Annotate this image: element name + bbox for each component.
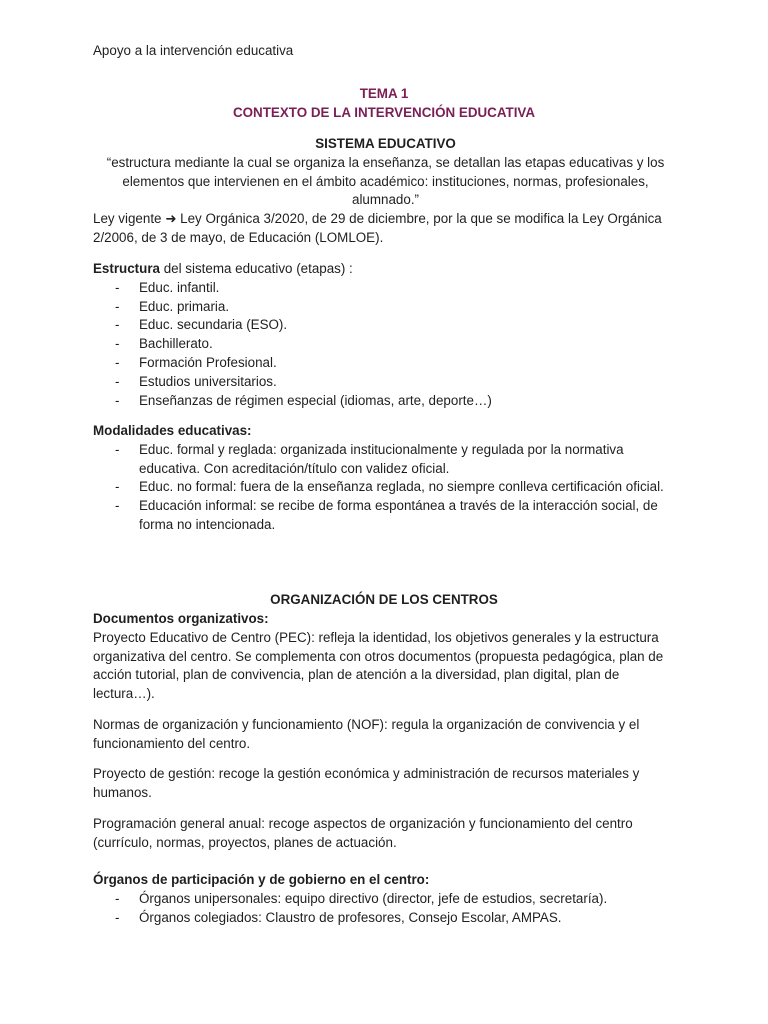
dash-marker: - [115,298,120,314]
dash-marker: - [115,441,120,457]
dash-marker: - [115,373,120,389]
pga-paragraph: Programación general anual: recoge aspectos de organización y funcionamiento del centro (currículo, normas, proyectos, planes de actuación. [93,816,633,850]
estructura-list [93,279,678,411]
documentos-heading: Documentos organizativos: [93,611,269,626]
dash-marker: - [115,890,120,906]
organos-heading: Órganos de participación y de gobierno en el centro: [93,872,430,887]
dash-marker: - [115,279,120,295]
dash-marker: - [115,479,120,495]
list-item-text: Educ. infantil. [139,279,220,295]
sistema-quote: “estructura mediante la cual se organiza la enseñanza, se detallan las etapas educativas y los elementos que intervienen en el ámbito académico: instituciones, normas, profesionales, alumnado.” [106,154,665,208]
dash-marker: - [115,498,120,514]
documentos-section [93,610,678,704]
modalidades-heading: Modalidades educativas: [93,423,252,438]
list-item [93,392,678,411]
ley-vigente: Ley vigente ➜ Ley Orgánica 3/2020, de 29 de diciembre, por la que se modifica la Ley Orgánica 2/2006, de 3 de mayo, de Educación (LOMLOE). [93,211,662,245]
list-item-text: Órganos colegiados: Claustro de profesores, Consejo Escolar, AMPAS. [139,909,562,925]
list-item [93,354,678,373]
list-item-text: Educ. secundaria (ESO). [139,317,288,333]
dash-marker: - [115,317,120,333]
list-item-text: Educ. no formal: fuera de la enseñanza reglada, no siempre conlleva certificación oficial. [139,479,664,495]
nof-paragraph: Normas de organización y funcionamiento (NOF): regula la organización de convivencia y el funcionamiento del centro. [93,717,640,751]
list-item-text: Bachillerato. [139,336,213,352]
list-item [93,890,678,909]
list-item-text: Enseñanzas de régimen especial (idiomas, arte, deporte…) [139,392,492,408]
pec-paragraph: Proyecto Educativo de Centro (PEC): refleja la identidad, los objetivos generales y la estructura organizativa del centro. Se complementa con otros documentos (propuesta pedagógica, plan de acción tutorial, plan de convivencia, plan de atención a la diversidad, plan digital, plan de lectura…). [93,629,664,702]
list-item [93,441,678,479]
page-header: Apoyo a la intervención educativa [93,43,294,58]
list-item-text: Educación informal: se recibe de forma espontánea a través de la interacción social, de forma no intencionada. [139,498,658,532]
organizacion-heading: ORGANIZACIÓN DE LOS CENTROS [270,592,498,607]
organos-section [93,871,678,927]
tema-number: TEMA 1 [359,86,409,101]
estructura-section [93,260,678,410]
list-item [93,316,678,335]
modalidades-list [93,441,678,535]
dash-marker: - [115,909,120,925]
list-item [93,373,678,392]
sistema-section [93,135,678,248]
gestion-paragraph: Proyecto de gestión: recoge la gestión económica y administración de recursos materiales y humanos. [93,766,640,800]
estructura-bold: Estructura [93,261,160,276]
sistema-heading: SISTEMA EDUCATIVO [315,136,456,151]
tema-title: CONTEXTO DE LA INTERVENCIÓN EDUCATIVA [232,105,536,120]
list-item-text: Educ. primaria. [139,298,230,314]
estructura-intro [93,260,678,279]
list-item-text: Formación Profesional. [139,354,277,370]
list-item-text: Educ. formal y reglada: organizada institucionalmente y regulada por la normativa educativa. Con acreditación/título con validez oficial. [139,441,624,476]
list-item [93,279,678,298]
dash-marker: - [115,336,120,352]
modalidades-section [93,422,678,535]
list-item [93,335,678,354]
list-item-text: Órganos unipersonales: equipo directivo (director, jefe de estudios, secretaría). [139,890,608,906]
dash-marker: - [115,392,120,408]
organos-list [93,890,678,928]
list-item [93,497,678,535]
list-item-text: Estudios universitarios. [139,373,277,389]
dash-marker: - [115,354,120,370]
list-item [93,909,678,928]
list-item [93,478,678,497]
list-item [93,298,678,317]
estructura-rest: del sistema educativo (etapas) : [159,261,353,276]
